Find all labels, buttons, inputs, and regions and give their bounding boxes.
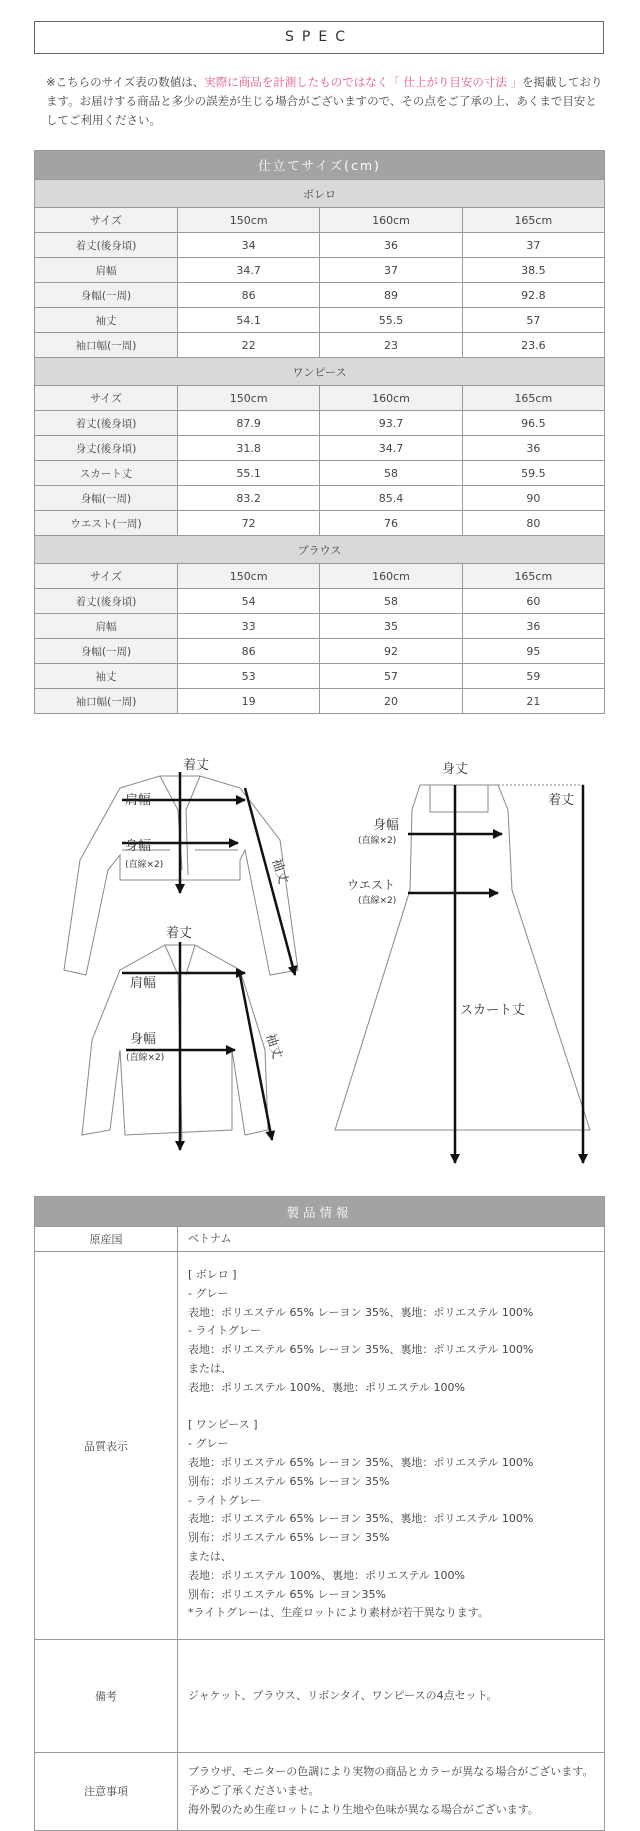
table-row: [35, 689, 605, 714]
dress-body-length-label: 身丈: [442, 762, 469, 777]
product-text-line: [ ボレロ ]: [188, 1268, 237, 1281]
table-row: [35, 511, 605, 536]
row-label: 袖口幅(一周): [35, 333, 178, 358]
table-cell: 23: [320, 333, 462, 358]
row-label: 袖口幅(一周): [35, 689, 178, 714]
table-cell: 37: [320, 258, 462, 283]
size-header-cell: サイズ: [35, 564, 178, 589]
product-row-label: 注意事項: [35, 1753, 178, 1830]
table-cell: 20: [320, 689, 462, 714]
size-header-cell: 165cm: [462, 564, 604, 589]
size-table-title-row: [35, 151, 605, 180]
table-cell: 36: [320, 233, 462, 258]
table-cell: 58: [320, 589, 462, 614]
table-row: [35, 461, 605, 486]
row-label: スカート丈: [35, 461, 178, 486]
product-text-line: 表地：ポリエステル 65% レーヨン 35%、裏地：ポリエステル 100%: [188, 1305, 534, 1319]
spec-title: SPEC: [34, 21, 604, 54]
table-cell: 83.2: [178, 486, 320, 511]
table-cell: 22: [178, 333, 320, 358]
table-cell: 89: [320, 283, 462, 308]
table-cell: 59.5: [462, 461, 604, 486]
section-header-row: [35, 536, 605, 564]
table-cell: 34.7: [320, 436, 462, 461]
section-header-row: [35, 358, 605, 386]
row-label: 身丈(後身頃): [35, 436, 178, 461]
size-header-cell: 165cm: [462, 208, 604, 233]
table-cell: 38.5: [462, 258, 604, 283]
bolero-width-note: (直線×2): [125, 860, 164, 870]
product-text-line: [188, 1398, 604, 1417]
table-cell: 87.9: [178, 411, 320, 436]
size-header-cell: 150cm: [178, 386, 320, 411]
row-label: 肩幅: [35, 614, 178, 639]
product-text-line: - ライトグレー: [188, 1324, 261, 1338]
product-text-line: - グレー: [188, 1437, 229, 1451]
table-row: [35, 664, 605, 689]
table-cell: 34.7: [178, 258, 320, 283]
size-header-cell: 160cm: [320, 208, 462, 233]
product-table-title-row: [35, 1197, 605, 1227]
product-row-value: [178, 1753, 605, 1830]
product-row-label: 原産国: [35, 1227, 178, 1252]
size-table-title: 仕立てサイズ(cm): [35, 151, 605, 180]
table-cell: 54: [178, 589, 320, 614]
table-cell: 54.1: [178, 308, 320, 333]
table-cell: 72: [178, 511, 320, 536]
product-row-label: 備考: [35, 1640, 178, 1753]
row-label: 袖丈: [35, 664, 178, 689]
product-row: [35, 1227, 605, 1252]
bolero-width-label: 身幅: [125, 839, 152, 854]
table-row: [35, 258, 605, 283]
table-cell: 55.1: [178, 461, 320, 486]
table-cell: 33: [178, 614, 320, 639]
blouse-sleeve-label: 袖丈: [262, 1031, 285, 1061]
dress-width-label: 身幅: [373, 818, 400, 833]
product-row: [35, 1252, 605, 1640]
bolero-shoulder-label: 肩幅: [125, 793, 152, 808]
row-label: 身幅(一周): [35, 283, 178, 308]
size-header-cell: 165cm: [462, 386, 604, 411]
table-cell: 57: [320, 664, 462, 689]
table-cell: 90: [462, 486, 604, 511]
size-header-row: [35, 564, 605, 589]
table-row: [35, 436, 605, 461]
dress-waist-label: ウエスト: [347, 878, 396, 892]
product-text-line: - ライトグレー: [188, 1493, 261, 1507]
table-row: [35, 333, 605, 358]
table-row: [35, 486, 605, 511]
table-cell: 31.8: [178, 436, 320, 461]
row-label: 着丈(後身頃): [35, 411, 178, 436]
dress-skirt-label: スカート丈: [460, 1003, 526, 1018]
product-row-value: [178, 1640, 605, 1753]
product-text-line: または、: [188, 1361, 232, 1375]
table-cell: 55.5: [320, 308, 462, 333]
product-text-line: ベトナム: [188, 1231, 232, 1245]
product-text-line: - グレー: [188, 1286, 229, 1300]
table-cell: 59: [462, 664, 604, 689]
table-row: [35, 233, 605, 258]
product-text-line: [ ワンピース ]: [188, 1418, 258, 1432]
product-text-line: ブラウザ、モニターの色調により実物の商品とカラーが異なる場合がございます。: [188, 1765, 594, 1779]
product-info-table: [34, 1196, 605, 1831]
section-name: ボレロ: [35, 180, 605, 208]
table-row: [35, 283, 605, 308]
product-text-line: 表地：ポリエステル 100%、裏地：ポリエステル 100%: [188, 1568, 465, 1582]
product-text-line: 別布：ポリエステル 65% レーヨン 35%: [188, 1474, 390, 1488]
table-cell: 95: [462, 639, 604, 664]
table-cell: 60: [462, 589, 604, 614]
product-row: [35, 1753, 605, 1830]
note-text-b: を掲載しております。お届けする商品と多少の誤差が生じる場合がございますので、その点をご了承の上、あくまで目安としてご利用ください。: [46, 75, 603, 127]
row-label: 身幅(一周): [35, 639, 178, 664]
product-text-line: 表地：ポリエステル 65% レーヨン 35%、裏地：ポリエステル 100%: [188, 1455, 534, 1469]
table-row: [35, 639, 605, 664]
size-header-row: [35, 208, 605, 233]
row-label: 袖丈: [35, 308, 178, 333]
table-row: [35, 411, 605, 436]
dress-width-note: (直線×2): [358, 836, 397, 846]
row-label: 着丈(後身頃): [35, 233, 178, 258]
product-text-line: 表地：ポリエステル 65% レーヨン 35%、裏地：ポリエステル 100%: [188, 1512, 534, 1526]
dress-length-label: 着丈: [548, 793, 575, 808]
product-text-line: 表地：ポリエステル 100%、裏地：ポリエステル 100%: [188, 1380, 465, 1394]
product-row-label: 品質表示: [35, 1252, 178, 1640]
table-cell: 36: [462, 614, 604, 639]
table-cell: 58: [320, 461, 462, 486]
dress-waist-note: (直線×2): [358, 896, 397, 906]
table-cell: 53: [178, 664, 320, 689]
table-cell: 57: [462, 308, 604, 333]
table-row: [35, 308, 605, 333]
section-header-row: [35, 180, 605, 208]
product-table-title: 製品情報: [35, 1197, 605, 1227]
table-cell: 93.7: [320, 411, 462, 436]
product-text-line: *ライトグレーは、生産ロットにより素材が若干異なります。: [188, 1606, 489, 1620]
size-note: [46, 73, 606, 130]
table-row: [35, 614, 605, 639]
row-label: 身幅(一周): [35, 486, 178, 511]
product-row-value: [178, 1252, 605, 1640]
table-cell: 23.6: [462, 333, 604, 358]
size-header-cell: サイズ: [35, 386, 178, 411]
size-header-cell: 160cm: [320, 564, 462, 589]
blouse-width-label: 身幅: [130, 1032, 157, 1047]
note-highlight: 実際に商品を計測したものではなく「 仕上がり目安の寸法 」: [204, 75, 523, 89]
size-header-cell: 160cm: [320, 386, 462, 411]
product-text-line: ジャケット、ブラウス、リボンタイ、ワンピースの4点セット。: [188, 1688, 498, 1702]
product-row: [35, 1640, 605, 1753]
product-text-line: 海外製のため生産ロットにより生地や色味が異なる場合がございます。: [188, 1802, 539, 1816]
table-cell: 80: [462, 511, 604, 536]
bolero-length-label: 着丈: [183, 758, 210, 773]
table-cell: 36: [462, 436, 604, 461]
section-name: ブラウス: [35, 536, 605, 564]
product-text-line: 別布：ポリエステル 65% レーヨン35%: [188, 1587, 386, 1601]
table-cell: 37: [462, 233, 604, 258]
product-row-value: [178, 1227, 605, 1252]
size-header-row: [35, 386, 605, 411]
table-cell: 76: [320, 511, 462, 536]
row-label: 肩幅: [35, 258, 178, 283]
blouse-length-label: 着丈: [166, 926, 193, 941]
table-cell: 35: [320, 614, 462, 639]
row-label: 着丈(後身頃): [35, 589, 178, 614]
product-text-line: 別布：ポリエステル 65% レーヨン 35%: [188, 1531, 390, 1545]
table-cell: 19: [178, 689, 320, 714]
row-label: ウエスト(一周): [35, 511, 178, 536]
table-cell: 34: [178, 233, 320, 258]
size-header-cell: サイズ: [35, 208, 178, 233]
product-text-line: 予めご了承くださいませ。: [188, 1783, 320, 1797]
table-row: [35, 589, 605, 614]
dress-measure-lines: [408, 785, 583, 1163]
product-text-line: または、: [188, 1549, 232, 1563]
table-cell: 92.8: [462, 283, 604, 308]
table-cell: 85.4: [320, 486, 462, 511]
table-cell: 86: [178, 283, 320, 308]
measurement-diagram: [0, 750, 640, 1170]
blouse-shoulder-label: 肩幅: [130, 976, 157, 991]
table-cell: 21: [462, 689, 604, 714]
size-table: [34, 150, 605, 714]
table-cell: 86: [178, 639, 320, 664]
size-header-cell: 150cm: [178, 208, 320, 233]
section-name: ワンピース: [35, 358, 605, 386]
table-cell: 96.5: [462, 411, 604, 436]
product-text-line: 表地：ポリエステル 65% レーヨン 35%、裏地：ポリエステル 100%: [188, 1343, 534, 1357]
size-header-cell: 150cm: [178, 564, 320, 589]
blouse-width-note: (直線×2): [126, 1053, 165, 1063]
note-text-a: ※こちらのサイズ表の数値は、: [46, 75, 205, 89]
bolero-sleeve-label: 袖丈: [268, 856, 291, 886]
table-cell: 92: [320, 639, 462, 664]
